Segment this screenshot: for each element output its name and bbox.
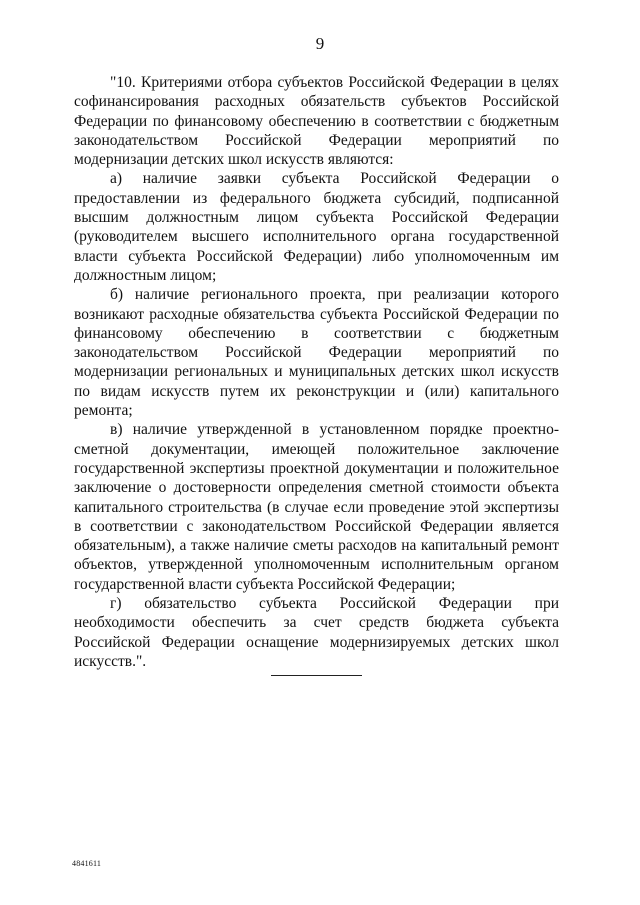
paragraph-item-a: а) наличие заявки субъекта Российской Федерации о предоставлении из федерального бюджета субсидий, подписанной высшим должностным лицом субъекта Российской Федерации (руководителем высшего исполнительного органа государственной власти субъекта Российской Федерации) либо уполномоченным им должностным лицом; [74,170,559,284]
document-code: 4841611 [72,859,102,868]
paragraph-item-g: г) обязательство субъекта Российской Федерации при необходимости обеспечить за счет средств бюджета субъекта Российской Федерации оснащение модернизируемых детских школ искусств.". [74,595,559,670]
paragraph-item-v: в) наличие утвержденной в установленном порядке проектно-сметной документации, имеющей положительное заключение государственной экспертизы проектной документации и положительное заключение о достоверности определения сметной стоимости объекта капитального строительства (в случае если проведение этой экспертизы в соответствии с законодательством Российской Федерации является обязательным), а также наличие сметы расходов на капитальный ремонт объектов, утвержденной уполномоченным исполнительным органом государственной власти субъекта Российской Федерации; [74,421,559,593]
paragraph-item-b: б) наличие регионального проекта, при реализации которого возникают расходные обязательства субъекта Российской Федерации по финансовому обеспечению в соответствии с бюджетным законодательством Российской Федерации мероприятий по модернизации региональных и муниципальных детских школ искусств по видам искусств путем их реконструкции и (или) капитального ремонта; [74,286,559,420]
page-number: 9 [315,34,325,53]
document-body [74,73,559,671]
paragraph-criteria-intro: "10. Критериями отбора субъектов Российской Федерации в целях софинансирования расходных обязательств субъектов Российской Федерации по финансовому обеспечению в соответствии с бюджетным законодательством Российской Федерации мероприятий по модернизации детских школ искусств являются: [74,74,559,169]
end-divider [271,675,362,676]
